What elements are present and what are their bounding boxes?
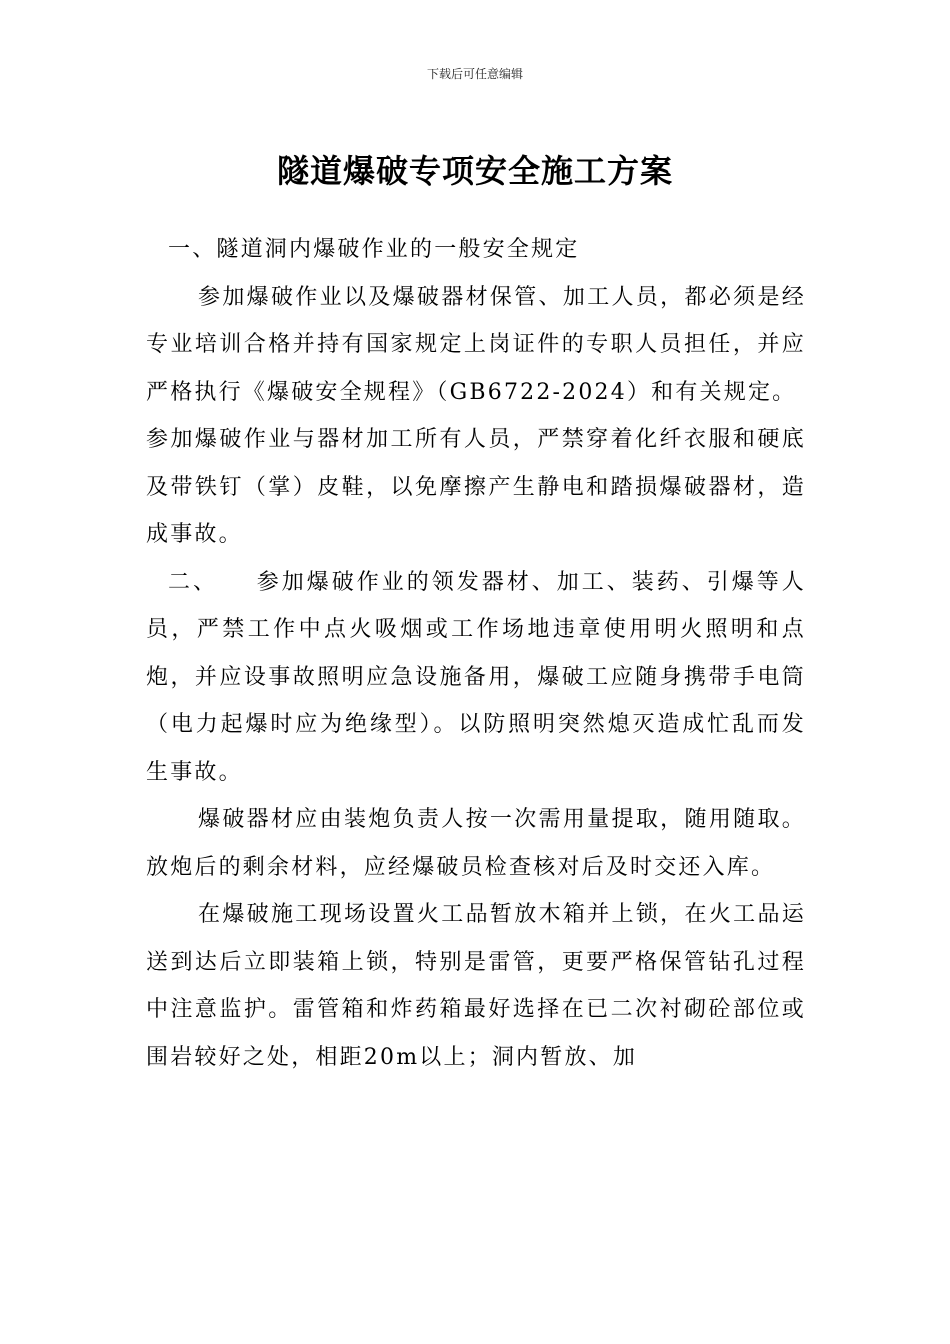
paragraph-storage-box: 在爆破施工现场设置火工品暂放木箱并上锁，在火工品运送到达后立即装箱上锁，特别是雷管，更要严格保管钻孔过程中注意监护。雷管箱和炸药箱最好选择在已二次衬砌砼部位或围岩较好之处，相距20m以上；洞内暂放、加 [146, 902, 806, 1070]
section-2-text: 参加爆破作业的领发器材、加工、装药、引爆等人员，严禁工作中点火吸烟或工作场地违章使用明火照明和点炮，并应设事故照明应急设施备用，爆破工应随身携带手电筒（电力起爆时应为绝缘型）。以防照明突然熄灭造成忙乱而发生事故。 [146, 569, 806, 785]
header-note: 下载后可任意编辑 [426, 67, 523, 81]
section-2-paragraph [146, 559, 806, 797]
paragraph-qualified-personnel: 参加爆破作业以及爆破器材保管、加工人员，都必须是经专业培训合格并持有国家规定上岗证件的专职人员担任，并应严格执行《爆破安全规程》（GB6722-2024）和有关规定。 [146, 284, 806, 405]
section-1-heading: 一、隧道洞内爆破作业的一般安全规定 [168, 237, 580, 262]
document-title: 隧道爆破专项安全施工方案 [276, 152, 673, 191]
section-2-number: 二、 [168, 569, 218, 595]
paragraph-clothing-rules: 参加爆破作业与器材加工所有人员，严禁穿着化纤衣服和硬底及带铁钉（掌）皮鞋，以免摩擦产生静电和踏损爆破器材，造成事故。 [146, 427, 806, 547]
paragraph-material-collection: 爆破器材应由装炮负责人按一次需用量提取，随用随取。放炮后的剩余材料，应经爆破员检查核对后及时交还入库。 [146, 807, 806, 880]
document-body [146, 226, 806, 1081]
